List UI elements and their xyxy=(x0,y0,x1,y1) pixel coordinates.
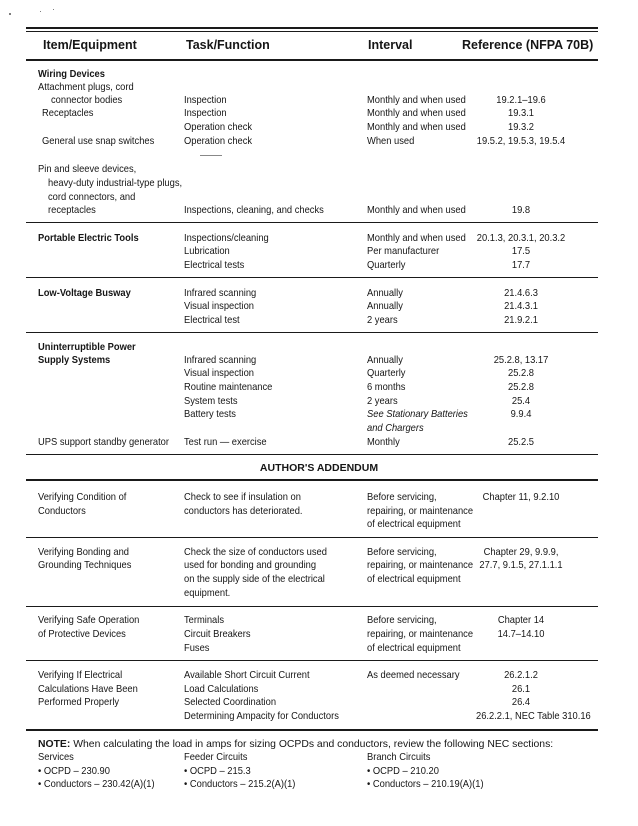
interval-text: When used xyxy=(367,136,415,147)
task-text: Inspection xyxy=(184,95,227,106)
header-item-equipment: Item/Equipment xyxy=(43,38,137,52)
reference-text: Chapter 11, 9.2.10 xyxy=(482,492,560,503)
interval-text: Quarterly xyxy=(367,368,406,379)
reference-text: 27.7, 9.1.5, 27.1.1.1 xyxy=(479,560,563,571)
task-text: equipment. xyxy=(184,588,231,599)
scan-smudge xyxy=(200,155,222,156)
task-text: on the supply side of the electrical xyxy=(184,574,325,585)
note-branch: • OCPD – 210.20 xyxy=(367,766,439,777)
interval-text: Before servicing, xyxy=(367,492,437,503)
task-text: conductors has deteriorated. xyxy=(184,506,303,517)
interval-text: of electrical equipment xyxy=(367,574,461,585)
task-text: used for bonding and grounding xyxy=(184,560,317,571)
reference-text: Chapter 14 xyxy=(497,615,545,626)
note-text: When calculating the load in amps for sizing OCPDs and conductors, review the following NEC sections: xyxy=(73,739,554,750)
section-title-ups-2: Supply Systems xyxy=(38,355,111,366)
reference-text: 25.2.8, 13.17 xyxy=(493,355,549,366)
task-text: Operation check xyxy=(184,122,253,133)
task-text: Battery tests xyxy=(184,409,236,420)
note-feeder: • OCPD – 215.3 xyxy=(184,766,251,777)
item-label: connector bodies xyxy=(51,95,123,106)
task-text: Check the size of conductors used xyxy=(184,547,327,558)
note-feeder: • Conductors – 215.2(A)(1) xyxy=(184,779,296,790)
item-label: Performed Properly xyxy=(38,697,120,708)
interval-text: Before servicing, xyxy=(367,615,437,626)
interval-text: 6 months xyxy=(367,382,406,393)
task-text: Terminals xyxy=(184,615,225,626)
item-label: Verifying Bonding and xyxy=(38,547,129,558)
item-label: Receptacles xyxy=(42,108,94,119)
interval-text: repairing, or maintenance xyxy=(367,506,474,517)
header-reference: Reference (NFPA 70B) xyxy=(462,38,594,52)
reference-text: 19.3.2 xyxy=(507,122,534,133)
top-rule xyxy=(26,27,598,29)
item-label: General use snap switches xyxy=(42,136,155,147)
task-text: Load Calculations xyxy=(184,684,259,695)
note-feeder: Feeder Circuits xyxy=(184,752,248,763)
section-rule xyxy=(26,222,598,223)
task-text: Routine maintenance xyxy=(184,382,273,393)
interval-text: Annually xyxy=(367,355,403,366)
item-label: Verifying If Electrical xyxy=(38,670,123,681)
section-rule xyxy=(26,537,598,538)
note-services: • Conductors – 230.42(A)(1) xyxy=(38,779,155,790)
scan-speck xyxy=(53,9,54,10)
interval-text: Annually xyxy=(367,288,403,299)
section-rule xyxy=(26,729,598,731)
item-label: receptacles xyxy=(48,205,96,216)
reference-text: 19.8 xyxy=(511,205,531,216)
interval-text: Monthly and when used xyxy=(367,95,466,106)
interval-text: 2 years xyxy=(367,315,398,326)
interval-text: Annually xyxy=(367,301,403,312)
item-label: heavy-duty industrial-type plugs, xyxy=(48,178,183,189)
item-label: Attachment plugs, cord xyxy=(38,82,134,93)
note-services: • OCPD – 230.90 xyxy=(38,766,110,777)
note-services: Services xyxy=(38,752,74,763)
task-text: Electrical test xyxy=(184,315,240,326)
section-rule xyxy=(26,332,598,333)
reference-text: 26.2.2.1, NEC Table 310.16 xyxy=(476,711,591,722)
interval-text: Before servicing, xyxy=(367,547,437,558)
interval-text: Monthly and when used xyxy=(367,205,466,216)
item-label: Pin and sleeve devices, xyxy=(38,164,137,175)
top-rule-2 xyxy=(26,31,598,32)
task-text: Selected Coordination xyxy=(184,697,277,708)
scan-speck xyxy=(40,11,41,12)
reference-text: 20.1.3, 20.3.1, 20.3.2 xyxy=(476,233,566,244)
task-text: System tests xyxy=(184,396,238,407)
reference-text: 25.4 xyxy=(511,396,531,407)
reference-text: 21.4.6.3 xyxy=(504,288,538,299)
reference-text: 17.7 xyxy=(511,260,531,271)
section-title-busway: Low-Voltage Busway xyxy=(38,288,131,299)
interval-text: Monthly and when used xyxy=(367,108,466,119)
task-text: Lubrication xyxy=(184,246,230,257)
header-task-function: Task/Function xyxy=(186,38,270,52)
header-interval: Interval xyxy=(368,38,413,52)
task-text: Inspections, cleaning, and checks xyxy=(184,205,324,216)
task-text: Inspection xyxy=(184,108,227,119)
note-label: NOTE: xyxy=(38,739,71,750)
section-rule xyxy=(26,277,598,278)
reference-text: 17.5 xyxy=(511,246,531,257)
task-text: Operation check xyxy=(184,136,253,147)
item-label: of Protective Devices xyxy=(38,629,126,640)
task-text: Infrared scanning xyxy=(184,288,257,299)
section-title-ups: Uninterruptible Power xyxy=(38,342,136,353)
item-label: UPS support standby generator xyxy=(38,437,170,448)
note-line xyxy=(38,738,553,752)
addendum-title: AUTHOR'S ADDENDUM xyxy=(259,462,379,474)
addendum-rule xyxy=(26,479,598,481)
reference-text: 19.3.1 xyxy=(507,108,534,119)
reference-text: Chapter 29, 9.9.9, xyxy=(483,547,559,558)
task-text: Infrared scanning xyxy=(184,355,257,366)
interval-text: Monthly and when used xyxy=(367,122,466,133)
task-text: Visual inspection xyxy=(184,301,255,312)
task-text: Inspections/cleaning xyxy=(184,233,269,244)
reference-text: 25.2.8 xyxy=(507,382,534,393)
task-text: Fuses xyxy=(184,643,210,654)
task-text: Test run — exercise xyxy=(184,437,267,448)
reference-text: 21.9.2.1 xyxy=(504,315,538,326)
reference-text: 19.5.2, 19.5.3, 19.5.4 xyxy=(476,136,566,147)
task-text: Electrical tests xyxy=(184,260,245,271)
section-rule xyxy=(26,660,598,661)
interval-text: repairing, or maintenance xyxy=(367,629,474,640)
task-text: Determining Ampacity for Conductors xyxy=(184,711,339,722)
item-label: Grounding Techniques xyxy=(38,560,132,571)
interval-text: 2 years xyxy=(367,396,398,407)
interval-text: Quarterly xyxy=(367,260,406,271)
interval-text: of electrical equipment xyxy=(367,643,461,654)
reference-text: 25.2.8 xyxy=(507,368,534,379)
item-label: Verifying Condition of xyxy=(38,492,127,503)
scan-speck xyxy=(9,13,11,15)
reference-text: 26.2.1.2 xyxy=(504,670,538,681)
note-branch: Branch Circuits xyxy=(367,752,431,763)
item-label: Conductors xyxy=(38,506,86,517)
reference-text: 21.4.3.1 xyxy=(504,301,538,312)
section-title-tools: Portable Electric Tools xyxy=(38,233,139,244)
section-title-wiring: Wiring Devices xyxy=(38,69,105,80)
section-rule xyxy=(26,606,598,607)
interval-text: See Stationary Batteries xyxy=(367,409,468,420)
interval-text: and Chargers xyxy=(367,423,424,434)
task-text: Circuit Breakers xyxy=(184,629,251,640)
reference-text: 9.9.4 xyxy=(510,409,532,420)
section-rule xyxy=(26,454,598,455)
interval-text: Per manufacturer xyxy=(367,246,440,257)
task-text: Check to see if insulation on xyxy=(184,492,301,503)
item-label: Calculations Have Been xyxy=(38,684,138,695)
reference-text: 26.1 xyxy=(511,684,531,695)
task-text: Available Short Circuit Current xyxy=(184,670,310,681)
interval-text: Monthly and when used xyxy=(367,233,466,244)
interval-text: Monthly xyxy=(367,437,400,448)
item-label: cord connectors, and xyxy=(48,192,136,203)
reference-text: 25.2.5 xyxy=(507,437,534,448)
item-label: Verifying Safe Operation xyxy=(38,615,140,626)
interval-text: of electrical equipment xyxy=(367,519,461,530)
reference-text: 26.4 xyxy=(511,697,531,708)
interval-text: repairing, or maintenance xyxy=(367,560,474,571)
reference-text: 14.7–14.10 xyxy=(497,629,545,640)
interval-text: As deemed necessary xyxy=(367,670,460,681)
reference-text: 19.2.1–19.6 xyxy=(496,95,546,106)
task-text: Visual inspection xyxy=(184,368,255,379)
header-rule xyxy=(26,59,598,61)
note-branch: • Conductors – 210.19(A)(1) xyxy=(367,779,484,790)
